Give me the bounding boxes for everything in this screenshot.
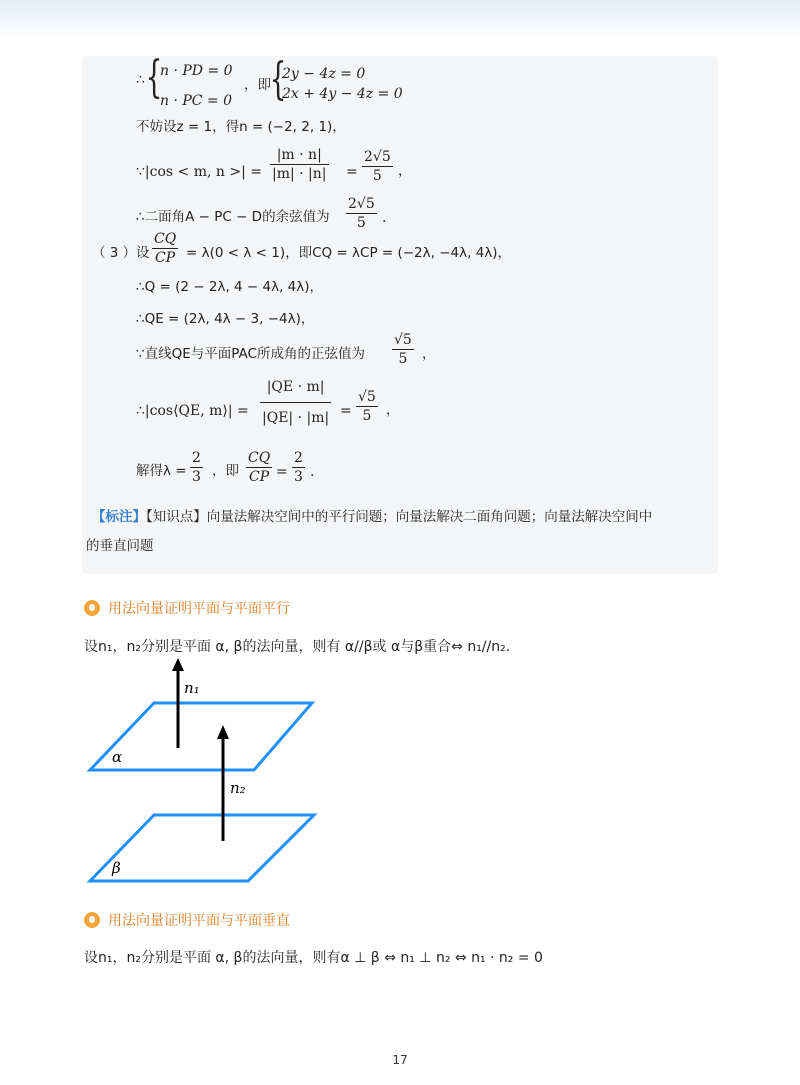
sine-fraction	[392, 333, 414, 366]
ratio-equals: =	[276, 464, 288, 480]
cos-mn-end: ，	[398, 163, 412, 179]
cos-qe-result-num: √5	[358, 389, 376, 405]
cos-mn-equals: =	[346, 164, 358, 180]
dihedral-end: .	[382, 210, 387, 226]
cos-mn-left: ∵|cos < m, n >| =	[136, 164, 262, 180]
cos-qe-den: |QE| · |m|	[262, 410, 330, 426]
section-parallel-heading	[84, 598, 290, 618]
dihedral-den: 5	[356, 215, 366, 231]
eq-2x-4y-4z: 2x + 4y − 4z = 0	[282, 86, 403, 102]
cq-num: CQ	[154, 231, 177, 247]
dihedral-num: 2√5	[348, 196, 375, 212]
eq-n-pc: n · PC = 0	[160, 93, 233, 109]
parallel-planes-diagram	[80, 655, 330, 887]
lambda-den: 3	[192, 469, 201, 485]
cos-qe-num: |QE · m|	[260, 380, 331, 403]
dihedral-angle-line: ∴二面角A − PC − D的余弦值为	[136, 209, 330, 225]
section-perpendicular-body: 设n₁，n₂分别是平面 α, β的法向量，则有α ⊥ β ⇔ n₁ ⊥ n₂ ⇔ n₁ · n₂ = 0	[84, 950, 543, 966]
section-perpendicular-heading	[84, 910, 290, 930]
left-brace: {	[145, 52, 163, 103]
ratio-end: .	[310, 464, 315, 480]
right-brace: {	[269, 54, 287, 105]
therefore-symbol: ∴	[136, 72, 145, 88]
label-n1: n₁	[184, 679, 200, 697]
eq-n-pd: n · PD = 0	[160, 63, 233, 79]
note-line-1	[92, 505, 652, 525]
solve-lambda: 解得λ =	[136, 463, 187, 479]
cos-qe-left: ∴|cos⟨QE, m⟩| =	[136, 403, 249, 419]
cos-mn-result	[362, 150, 393, 183]
cos-qe-end: ，	[386, 402, 400, 418]
lambda-connector: ，即	[212, 463, 239, 479]
section-parallel-body: 设n₁，n₂分别是平面 α, β的法向量，则有 α//β或 α与β重合⇔ n₁//n₂.	[84, 639, 511, 655]
lambda-def-line: = λ(0 < λ < 1)，即CQ = λCP = (−2λ, −4λ, 4λ)，	[186, 245, 512, 261]
cq-cp-fraction	[152, 232, 178, 265]
lambda-num: 2	[192, 450, 201, 466]
cos-mn-fraction	[270, 148, 329, 181]
label-alpha: α	[112, 748, 123, 766]
section-parallel-title: 用法向量证明平面与平面平行	[108, 601, 290, 617]
dihedral-fraction	[346, 197, 377, 230]
note-line-2: 的垂直问题	[86, 538, 154, 554]
cos-qe-equals: =	[340, 403, 352, 419]
section-perpendicular-title: 用法向量证明平面与平面垂直	[108, 913, 290, 929]
ratio-den: CP	[249, 469, 270, 485]
qe-vector-line: ∴QE = (2λ, 4λ − 3, −4λ)，	[136, 311, 315, 327]
ratio-num: CQ	[248, 450, 271, 466]
ratio-result-num: 2	[294, 450, 303, 466]
page-number: 17	[392, 1053, 408, 1067]
lightbulb-icon	[84, 912, 100, 928]
ratio-fraction	[246, 451, 272, 484]
sine-end: ，	[422, 346, 436, 362]
cos-mn-num: |m · n|	[270, 148, 329, 165]
part-3-set: 设	[136, 245, 150, 261]
ratio-result	[292, 451, 305, 484]
lambda-fraction	[190, 451, 203, 484]
cp-den: CP	[155, 250, 176, 266]
eq-connector: ，即	[244, 77, 271, 93]
cos-qe-result-den: 5	[362, 408, 372, 424]
n1-arrowhead	[172, 658, 184, 671]
sine-den: 5	[398, 351, 408, 367]
q-coords-line: ∴Q = (2 − 2λ, 4 − 4λ, 4λ)，	[136, 279, 324, 295]
cos-qe-fraction	[260, 380, 331, 425]
plane-alpha	[90, 703, 312, 770]
note-text-1: 【知识点】向量法解决空间中的平行问题；向量法解决二面角问题；向量法解决空间中	[146, 509, 653, 525]
label-beta: β	[112, 859, 121, 877]
sine-num: √5	[394, 332, 412, 348]
n2-arrowhead	[217, 725, 229, 739]
lightbulb-icon	[84, 600, 100, 616]
part-3-label: （ 3 ）	[92, 245, 137, 261]
set-z-line: 不妨设z = 1，得n = (−2, 2, 1)，	[136, 119, 346, 135]
note-tag: 【标注】	[92, 509, 146, 525]
cos-mn-den: |m| · |n|	[272, 166, 327, 182]
plane-beta	[90, 815, 314, 881]
label-n2: n₂	[230, 779, 246, 797]
cos-mn-result-den: 5	[372, 168, 382, 184]
cos-qe-result	[356, 390, 378, 423]
eq-2y-4z: 2y − 4z = 0	[282, 66, 366, 82]
ratio-result-den: 3	[294, 469, 303, 485]
cos-mn-result-num: 2√5	[364, 149, 391, 165]
top-gradient-band	[0, 0, 800, 40]
sine-condition-line: ∵直线QE与平面PAC所成角的正弦值为	[136, 346, 365, 362]
